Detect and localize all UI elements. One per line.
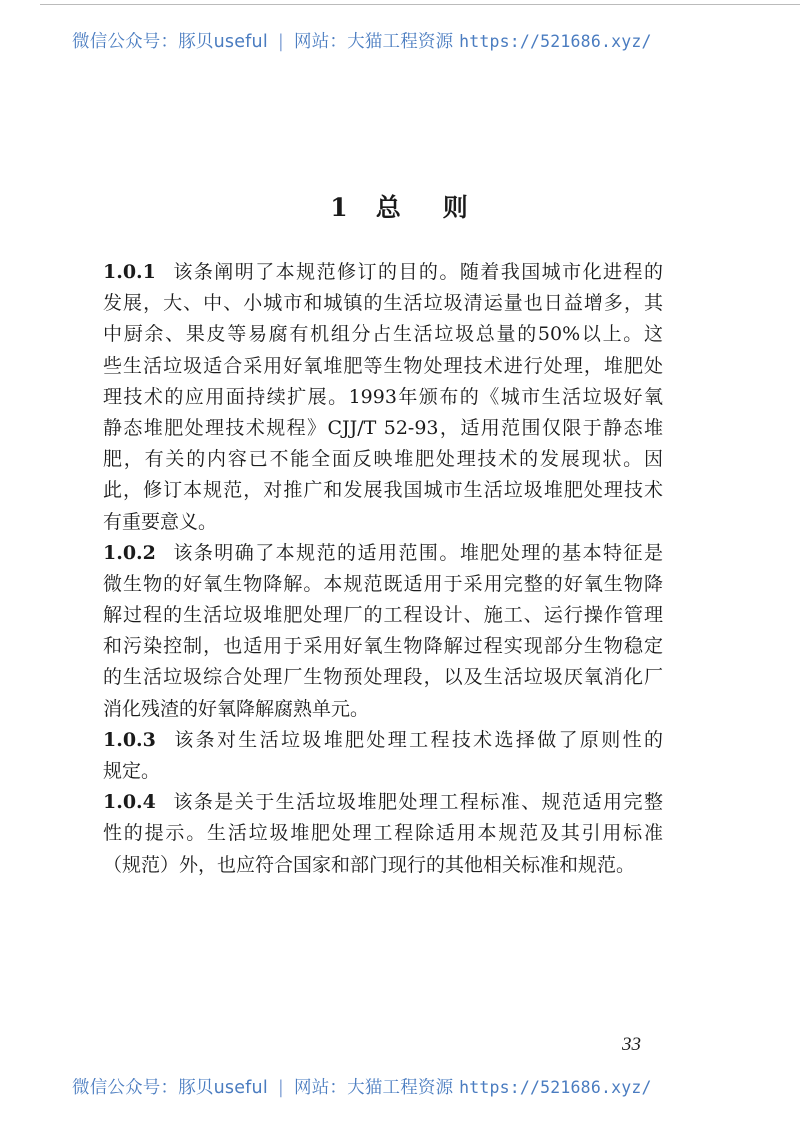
clause-text: 该条是关于生活垃圾堆肥处理工程标准、规范适用完整 xyxy=(171,791,663,814)
clause-line xyxy=(103,319,663,350)
clause-line xyxy=(103,382,663,413)
scan-edge-line xyxy=(40,4,800,5)
clause-line xyxy=(103,538,663,569)
clause-line xyxy=(103,288,663,319)
clause-1-0-2 xyxy=(103,538,663,725)
clause-line xyxy=(103,600,663,631)
clause-line xyxy=(103,756,663,787)
clause-number: 1.0.1 xyxy=(103,261,156,283)
clause-text: 解过程的生活垃圾堆肥处理厂的工程设计、施工、运行操作管理 xyxy=(103,604,663,627)
watermark-url[interactable]: https://521686.xyz/ xyxy=(459,1078,652,1097)
watermark-separator: | xyxy=(277,32,284,52)
clause-text: 消化残渣的好氧降解腐熟单元。 xyxy=(103,697,370,720)
clause-text: 的生活垃圾综合处理厂生物预处理段，以及生活垃圾厌氧消化厂 xyxy=(103,666,663,689)
clause-number: 1.0.2 xyxy=(103,541,156,564)
chapter-title-char-2: 则 xyxy=(442,193,470,222)
clause-text: 发展，大、中、小城市和城镇的生活垃圾清运量也日益增多，其 xyxy=(103,292,663,315)
page-number: 33 xyxy=(622,1034,641,1055)
clause-line xyxy=(103,351,663,382)
clause-text: 和污染控制，也适用于采用好氧生物降解过程实现部分生物稳定 xyxy=(103,635,663,658)
clause-line xyxy=(103,631,663,662)
clause-1-0-1 xyxy=(103,257,663,538)
watermark-site: 网站：大猫工程资源 xyxy=(294,1078,454,1098)
watermark-wechat: 微信公众号：豚贝useful xyxy=(72,1078,268,1098)
clause-line xyxy=(103,725,663,756)
clause-line xyxy=(103,475,663,506)
clause-text: 微生物的好氧生物降解。本规范既适用于采用完整的好氧生物降 xyxy=(103,572,663,595)
watermark-bottom xyxy=(72,1074,732,1099)
clause-text: 些生活垃圾适合采用好氧堆肥等生物处理技术进行处理，堆肥处 xyxy=(103,354,663,377)
clause-text: 该条对生活垃圾堆肥处理工程技术选择做了原则性的 xyxy=(171,728,663,751)
clause-text: 有重要意义。 xyxy=(103,510,218,533)
chapter-number: 1 xyxy=(330,193,350,222)
clause-text: 性的提示。生活垃圾堆肥处理工程除适用本规范及其引用标准 xyxy=(103,822,663,845)
clause-text: 中厨余、果皮等易腐有机组分占生活垃圾总量的50%以上。这 xyxy=(103,323,663,346)
clause-line xyxy=(103,413,663,444)
clause-text: 肥，有关的内容已不能全面反映堆肥处理技术的发展现状。因 xyxy=(103,448,663,471)
clause-text: （规范）外，也应符合国家和部门现行的其他相关标准和规范。 xyxy=(103,853,636,876)
clause-line xyxy=(103,818,663,849)
clause-line xyxy=(103,569,663,600)
chapter-title xyxy=(0,188,800,224)
clause-number: 1.0.4 xyxy=(103,791,156,814)
clause-text: 理技术的应用面持续扩展。1993年颁布的《城市生活垃圾好氧 xyxy=(103,385,663,408)
clause-line xyxy=(103,850,663,881)
watermark-top xyxy=(72,28,732,53)
clause-text: 规定。 xyxy=(103,760,161,782)
clause-text: 此，修订本规范，对推广和发展我国城市生活垃圾堆肥处理技术 xyxy=(103,479,663,502)
clause-1-0-3 xyxy=(103,725,663,787)
watermark-separator: | xyxy=(277,1078,284,1098)
watermark-site: 网站：大猫工程资源 xyxy=(294,32,454,52)
clause-text: 该条阐明了本规范修订的目的。随着我国城市化进程的 xyxy=(171,261,663,283)
clause-line xyxy=(103,257,663,288)
watermark-url[interactable]: https://521686.xyz/ xyxy=(459,32,652,51)
clause-text: 静态堆肥处理技术规程》CJJ/T 52-93，适用范围仅限于静态堆 xyxy=(103,416,663,439)
clause-text: 该条明确了本规范的适用范围。堆肥处理的基本特征是 xyxy=(171,541,663,564)
clause-line xyxy=(103,444,663,475)
document-body xyxy=(103,257,663,881)
clause-line xyxy=(103,694,663,725)
clause-line xyxy=(103,787,663,818)
clause-number: 1.0.3 xyxy=(103,728,156,751)
watermark-wechat: 微信公众号：豚贝useful xyxy=(72,32,268,52)
clause-1-0-4 xyxy=(103,787,663,881)
clause-line xyxy=(103,662,663,693)
clause-line xyxy=(103,507,663,538)
chapter-title-char-1: 总 xyxy=(375,193,403,222)
